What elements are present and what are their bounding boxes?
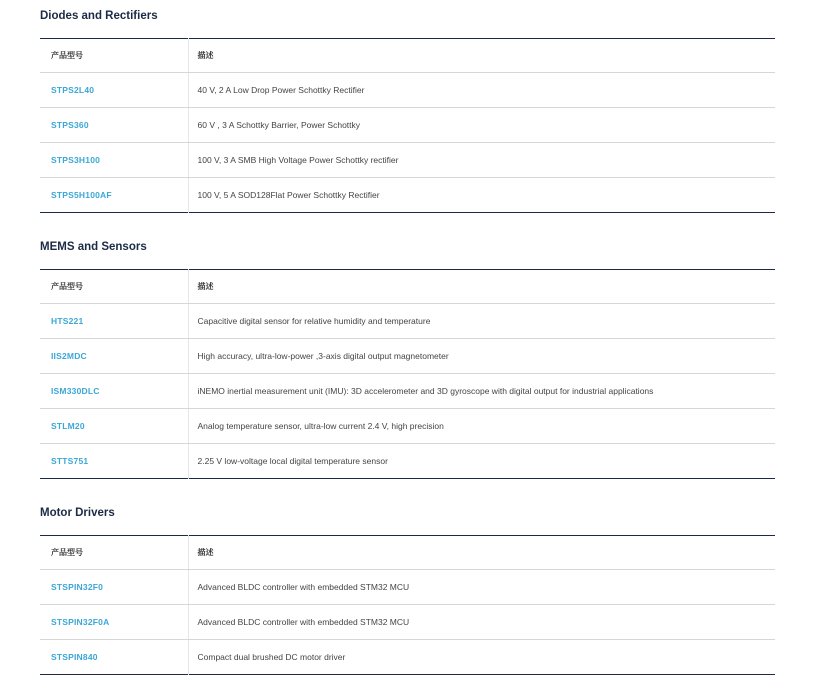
header-part-number: 产品型号 bbox=[40, 536, 188, 570]
table-header-row bbox=[40, 39, 775, 73]
part-description: 2.25 V low-voltage local digital temperature sensor bbox=[197, 456, 388, 466]
part-number-link[interactable]: STPS2L40 bbox=[51, 85, 95, 95]
part-number-link[interactable]: STSPIN32F0A bbox=[51, 617, 110, 627]
section-title: Diodes and Rectifiers bbox=[40, 10, 158, 22]
part-description: 60 V , 3 A Schottky Barrier, Power Schottky bbox=[188, 108, 775, 143]
section-diodes-rectifiers bbox=[40, 6, 775, 213]
part-number-link[interactable]: STLM20 bbox=[51, 421, 85, 431]
header-description: 描述 bbox=[188, 270, 775, 304]
table-row bbox=[40, 143, 775, 178]
part-number-link[interactable]: STPS5H100AF bbox=[51, 190, 112, 200]
part-description: Capacitive digital sensor for relative humidity and temperature bbox=[188, 304, 775, 339]
section-title: Motor Drivers bbox=[40, 507, 115, 519]
table-row bbox=[40, 339, 775, 374]
part-number-link[interactable]: STPS360 bbox=[51, 120, 89, 130]
table-header-row bbox=[40, 536, 775, 570]
table-row bbox=[40, 409, 775, 444]
table-header-row bbox=[40, 270, 775, 304]
table-row bbox=[40, 73, 775, 108]
part-description: 100 V, 3 A SMB High Voltage Power Schottky rectifier bbox=[188, 143, 775, 178]
part-description: High accuracy, ultra-low-power ,3-axis digital output magnetometer bbox=[188, 339, 775, 374]
section-motor-drivers bbox=[40, 503, 775, 675]
table-row bbox=[40, 640, 775, 675]
part-description: Compact dual brushed DC motor driver bbox=[197, 652, 346, 662]
header-description: 描述 bbox=[188, 39, 775, 73]
header-description: 描述 bbox=[188, 536, 775, 570]
part-number-link[interactable]: STPS3H100 bbox=[51, 155, 101, 165]
table-row bbox=[40, 304, 775, 339]
part-number-link[interactable]: HTS221 bbox=[51, 316, 84, 326]
part-number-link[interactable]: STTS751 bbox=[51, 456, 89, 466]
table-row bbox=[40, 570, 775, 605]
part-description: Advanced BLDC controller with embedded STM32 MCU bbox=[188, 570, 775, 605]
section-title: MEMS and Sensors bbox=[40, 241, 147, 253]
table-row bbox=[40, 178, 775, 213]
product-table bbox=[40, 38, 775, 213]
part-description: 40 V, 2 A Low Drop Power Schottky Rectifier bbox=[188, 73, 775, 108]
table-row bbox=[40, 444, 775, 479]
section-mems-sensors bbox=[40, 237, 775, 479]
table-row bbox=[40, 605, 775, 640]
header-part-number: 产品型号 bbox=[40, 270, 188, 304]
part-number-link[interactable]: STSPIN840 bbox=[51, 652, 98, 662]
part-description: Analog temperature sensor, ultra-low current 2.4 V, high precision bbox=[188, 409, 775, 444]
table-row bbox=[40, 374, 775, 409]
part-number-link[interactable]: STSPIN32F0 bbox=[51, 582, 104, 592]
part-description: iNEMO inertial measurement unit (IMU): 3D accelerometer and 3D gyroscope with digital output for industrial applications bbox=[188, 374, 775, 409]
product-table bbox=[40, 535, 775, 675]
table-row bbox=[40, 108, 775, 143]
header-part-number: 产品型号 bbox=[40, 39, 188, 73]
part-number-link[interactable]: ISM330DLC bbox=[51, 386, 100, 396]
part-description: Advanced BLDC controller with embedded STM32 MCU bbox=[188, 605, 775, 640]
product-table bbox=[40, 269, 775, 479]
part-number-link[interactable]: IIS2MDC bbox=[51, 351, 87, 361]
part-description: 100 V, 5 A SOD128Flat Power Schottky Rectifier bbox=[197, 190, 380, 200]
